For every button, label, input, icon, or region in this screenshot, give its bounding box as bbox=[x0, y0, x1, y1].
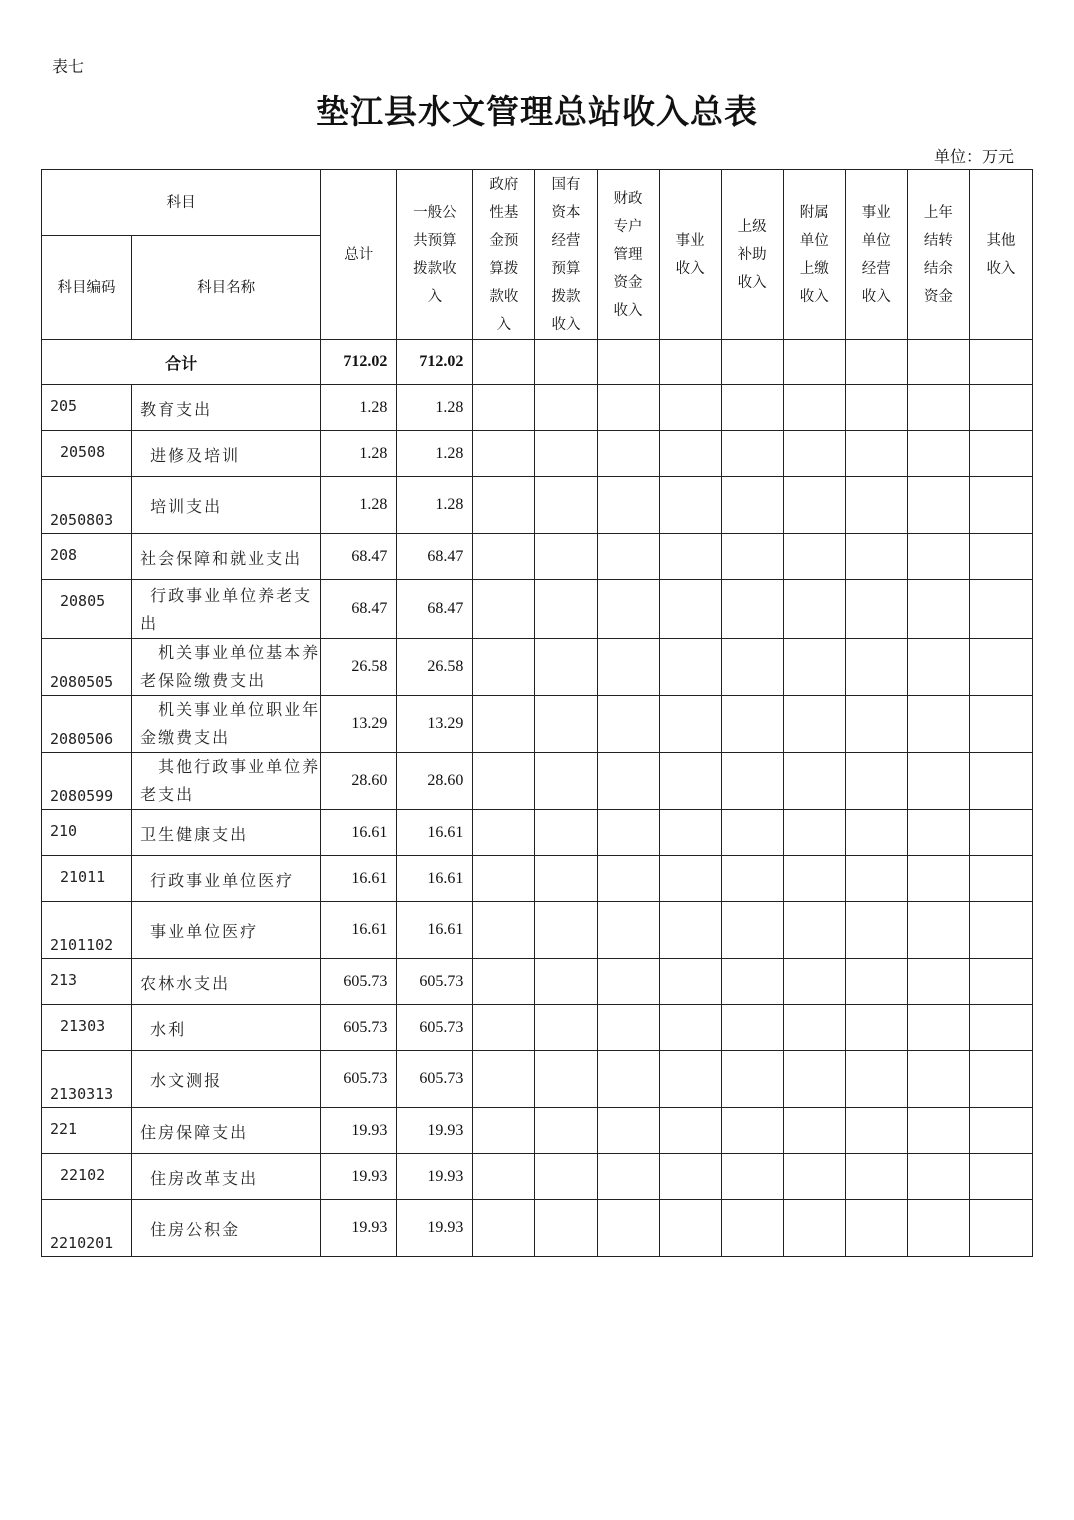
empty-cell bbox=[535, 696, 597, 753]
subject-code: 20508 bbox=[42, 431, 132, 477]
empty-cell bbox=[721, 477, 783, 534]
empty-cell bbox=[473, 1200, 535, 1257]
empty-cell bbox=[969, 959, 1032, 1005]
subject-code: 213 bbox=[42, 959, 132, 1005]
empty-cell bbox=[473, 1154, 535, 1200]
empty-cell bbox=[969, 534, 1032, 580]
empty-cell bbox=[597, 534, 659, 580]
empty-cell bbox=[535, 1005, 597, 1051]
total-amount: 16.61 bbox=[321, 902, 397, 959]
income-summary-table bbox=[41, 169, 1033, 1257]
empty-cell bbox=[597, 431, 659, 477]
subject-name: 其他行政事业单位养老支出 bbox=[132, 753, 321, 810]
subject-code: 2080506 bbox=[42, 696, 132, 753]
empty-cell bbox=[597, 1154, 659, 1200]
empty-cell bbox=[473, 431, 535, 477]
header-other-income: 其他 收入 bbox=[969, 170, 1032, 340]
empty-cell bbox=[845, 431, 907, 477]
empty-cell bbox=[969, 385, 1032, 431]
general-budget-amount: 28.60 bbox=[397, 753, 473, 810]
total-row bbox=[42, 340, 1033, 385]
empty-cell bbox=[597, 1108, 659, 1154]
subject-name: 行政事业单位医疗 bbox=[132, 856, 321, 902]
total-amount: 19.93 bbox=[321, 1200, 397, 1257]
empty-cell bbox=[535, 431, 597, 477]
subject-code: 2130313 bbox=[42, 1051, 132, 1108]
subject-name: 水文测报 bbox=[132, 1051, 321, 1108]
general-budget-amount: 605.73 bbox=[397, 959, 473, 1005]
empty-cell bbox=[721, 959, 783, 1005]
subject-code: 22102 bbox=[42, 1154, 132, 1200]
empty-cell bbox=[845, 1200, 907, 1257]
empty-cell bbox=[473, 902, 535, 959]
subject-name: 住房公积金 bbox=[132, 1200, 321, 1257]
general-budget-amount: 19.93 bbox=[397, 1200, 473, 1257]
total-amount: 13.29 bbox=[321, 696, 397, 753]
total-amount: 68.47 bbox=[321, 534, 397, 580]
empty-cell bbox=[845, 902, 907, 959]
empty-cell bbox=[659, 696, 721, 753]
table-row bbox=[42, 959, 1033, 1005]
empty-cell bbox=[473, 580, 535, 639]
subject-code: 21011 bbox=[42, 856, 132, 902]
empty-cell bbox=[783, 1108, 845, 1154]
header-superior-subsidy: 上级 补助 收入 bbox=[721, 170, 783, 340]
header-gov-fund: 政府 性基 金预 算拨 款收 入 bbox=[473, 170, 535, 340]
header-fiscal-special: 财政 专户 管理 资金 收入 bbox=[597, 170, 659, 340]
empty-cell bbox=[907, 639, 969, 696]
empty-cell bbox=[907, 1154, 969, 1200]
empty-cell bbox=[721, 753, 783, 810]
empty-cell bbox=[845, 810, 907, 856]
table-row bbox=[42, 1154, 1033, 1200]
total-amount: 1.28 bbox=[321, 431, 397, 477]
total-amount: 16.61 bbox=[321, 856, 397, 902]
empty-cell bbox=[845, 1005, 907, 1051]
empty-cell bbox=[535, 753, 597, 810]
header-subject-name: 科目名称 bbox=[132, 236, 321, 340]
total-amount: 605.73 bbox=[321, 1005, 397, 1051]
general-budget-amount: 1.28 bbox=[397, 385, 473, 431]
empty-cell bbox=[597, 1051, 659, 1108]
empty-cell bbox=[721, 810, 783, 856]
empty-cell bbox=[907, 477, 969, 534]
table-row bbox=[42, 810, 1033, 856]
empty-cell bbox=[907, 431, 969, 477]
subject-name: 机关事业单位职业年金缴费支出 bbox=[132, 696, 321, 753]
empty-cell bbox=[845, 696, 907, 753]
empty-cell bbox=[473, 856, 535, 902]
empty-cell bbox=[783, 1154, 845, 1200]
empty-cell bbox=[597, 753, 659, 810]
empty-cell bbox=[535, 477, 597, 534]
empty-cell bbox=[845, 1051, 907, 1108]
empty-cell bbox=[907, 1108, 969, 1154]
table-row bbox=[42, 1051, 1033, 1108]
empty-cell bbox=[597, 1200, 659, 1257]
empty-cell bbox=[597, 385, 659, 431]
empty-cell bbox=[597, 696, 659, 753]
table-row bbox=[42, 431, 1033, 477]
empty-cell bbox=[659, 1005, 721, 1051]
empty-cell bbox=[907, 753, 969, 810]
empty-cell bbox=[845, 477, 907, 534]
general-budget-amount: 16.61 bbox=[397, 856, 473, 902]
empty-cell bbox=[783, 477, 845, 534]
table-row bbox=[42, 1108, 1033, 1154]
empty-cell bbox=[969, 810, 1032, 856]
empty-cell bbox=[721, 1051, 783, 1108]
empty-cell bbox=[969, 431, 1032, 477]
header-general-budget: 一般公 共预算 拨款收 入 bbox=[397, 170, 473, 340]
empty-cell bbox=[535, 1051, 597, 1108]
empty-cell bbox=[473, 1051, 535, 1108]
empty-cell bbox=[969, 639, 1032, 696]
empty-cell bbox=[535, 902, 597, 959]
empty-cell bbox=[969, 1108, 1032, 1154]
empty-cell bbox=[535, 1200, 597, 1257]
subject-name: 水利 bbox=[132, 1005, 321, 1051]
subject-name: 住房保障支出 bbox=[132, 1108, 321, 1154]
empty-cell bbox=[597, 1005, 659, 1051]
general-budget-amount: 605.73 bbox=[397, 1005, 473, 1051]
empty-cell bbox=[907, 959, 969, 1005]
table-row bbox=[42, 477, 1033, 534]
empty-cell bbox=[845, 534, 907, 580]
general-budget-amount: 68.47 bbox=[397, 534, 473, 580]
header-subject-code: 科目编码 bbox=[42, 236, 132, 340]
total-amount: 68.47 bbox=[321, 580, 397, 639]
empty-cell bbox=[721, 431, 783, 477]
subject-name: 培训支出 bbox=[132, 477, 321, 534]
header-affiliate-income: 附属 单位 上缴 收入 bbox=[783, 170, 845, 340]
empty-cell bbox=[721, 1200, 783, 1257]
empty-cell bbox=[535, 1108, 597, 1154]
subject-name: 卫生健康支出 bbox=[132, 810, 321, 856]
empty-cell bbox=[597, 810, 659, 856]
empty-cell bbox=[845, 1154, 907, 1200]
empty-cell bbox=[845, 580, 907, 639]
empty-cell bbox=[783, 431, 845, 477]
subject-code: 205 bbox=[42, 385, 132, 431]
total-amount: 1.28 bbox=[321, 477, 397, 534]
table-row bbox=[42, 580, 1033, 639]
empty-cell bbox=[845, 385, 907, 431]
empty-cell bbox=[659, 1154, 721, 1200]
empty-cell bbox=[535, 639, 597, 696]
empty-cell bbox=[535, 1154, 597, 1200]
empty-cell bbox=[783, 385, 845, 431]
empty-cell bbox=[659, 856, 721, 902]
subject-code: 20805 bbox=[42, 580, 132, 639]
empty-cell bbox=[721, 1154, 783, 1200]
total-amount: 28.60 bbox=[321, 753, 397, 810]
subject-code: 2050803 bbox=[42, 477, 132, 534]
empty-cell bbox=[783, 580, 845, 639]
empty-cell bbox=[907, 810, 969, 856]
empty-cell bbox=[473, 1108, 535, 1154]
empty-cell bbox=[783, 696, 845, 753]
empty-cell bbox=[907, 385, 969, 431]
empty-cell bbox=[845, 639, 907, 696]
empty-cell bbox=[721, 1005, 783, 1051]
empty-cell bbox=[783, 1200, 845, 1257]
header-subject: 科目 bbox=[42, 170, 321, 236]
empty-cell bbox=[969, 1154, 1032, 1200]
empty-cell bbox=[597, 580, 659, 639]
empty-cell bbox=[473, 1005, 535, 1051]
total-amount: 712.02 bbox=[321, 340, 397, 385]
empty-cell bbox=[659, 639, 721, 696]
empty-cell bbox=[659, 477, 721, 534]
table-row bbox=[42, 696, 1033, 753]
empty-cell bbox=[969, 1005, 1032, 1051]
header-state-capital: 国有 资本 经营 预算 拨款 收入 bbox=[535, 170, 597, 340]
subject-code: 210 bbox=[42, 810, 132, 856]
empty-cell bbox=[473, 639, 535, 696]
empty-cell bbox=[783, 810, 845, 856]
total-amount: 605.73 bbox=[321, 959, 397, 1005]
empty-cell bbox=[473, 385, 535, 431]
total-amount: 605.73 bbox=[321, 1051, 397, 1108]
subject-code: 221 bbox=[42, 1108, 132, 1154]
empty-cell bbox=[845, 959, 907, 1005]
empty-cell bbox=[659, 753, 721, 810]
general-budget-amount: 16.61 bbox=[397, 902, 473, 959]
empty-cell bbox=[535, 959, 597, 1005]
empty-cell bbox=[473, 810, 535, 856]
empty-cell bbox=[473, 696, 535, 753]
general-budget-amount: 19.93 bbox=[397, 1108, 473, 1154]
empty-cell bbox=[969, 1051, 1032, 1108]
header-operation-income: 事业 单位 经营 收入 bbox=[845, 170, 907, 340]
empty-cell bbox=[659, 580, 721, 639]
table-row bbox=[42, 1005, 1033, 1051]
total-amount: 19.93 bbox=[321, 1154, 397, 1200]
empty-cell bbox=[535, 580, 597, 639]
empty-cell bbox=[473, 534, 535, 580]
empty-cell bbox=[535, 534, 597, 580]
empty-cell bbox=[721, 639, 783, 696]
empty-cell bbox=[597, 639, 659, 696]
subject-name: 事业单位医疗 bbox=[132, 902, 321, 959]
empty-cell bbox=[535, 856, 597, 902]
empty-cell bbox=[907, 580, 969, 639]
empty-cell bbox=[535, 810, 597, 856]
empty-cell bbox=[907, 856, 969, 902]
empty-cell bbox=[783, 856, 845, 902]
table-row bbox=[42, 639, 1033, 696]
empty-cell bbox=[659, 1051, 721, 1108]
total-amount: 26.58 bbox=[321, 639, 397, 696]
total-general-budget: 712.02 bbox=[397, 340, 473, 385]
empty-cell bbox=[597, 477, 659, 534]
table-row bbox=[42, 856, 1033, 902]
table-row bbox=[42, 1200, 1033, 1257]
empty-cell bbox=[783, 1005, 845, 1051]
empty-cell bbox=[659, 385, 721, 431]
empty-cell bbox=[473, 477, 535, 534]
empty-cell bbox=[907, 1051, 969, 1108]
empty-cell bbox=[907, 534, 969, 580]
empty-cell bbox=[969, 902, 1032, 959]
empty-cell bbox=[783, 534, 845, 580]
empty-cell bbox=[659, 1200, 721, 1257]
general-budget-amount: 68.47 bbox=[397, 580, 473, 639]
empty-cell bbox=[783, 1051, 845, 1108]
total-amount: 19.93 bbox=[321, 1108, 397, 1154]
empty-cell bbox=[721, 385, 783, 431]
empty-cell bbox=[907, 1005, 969, 1051]
empty-cell bbox=[783, 959, 845, 1005]
empty-cell bbox=[907, 696, 969, 753]
empty-cell bbox=[659, 534, 721, 580]
header-business-income: 事业 收入 bbox=[659, 170, 721, 340]
empty-cell bbox=[473, 959, 535, 1005]
empty-cell bbox=[721, 902, 783, 959]
empty-cell bbox=[659, 1108, 721, 1154]
general-budget-amount: 19.93 bbox=[397, 1154, 473, 1200]
empty-cell bbox=[597, 902, 659, 959]
total-amount: 16.61 bbox=[321, 810, 397, 856]
empty-cell bbox=[969, 753, 1032, 810]
total-amount: 1.28 bbox=[321, 385, 397, 431]
table-row bbox=[42, 534, 1033, 580]
empty-cell bbox=[969, 856, 1032, 902]
empty-cell bbox=[535, 385, 597, 431]
table-number-label: 表七 bbox=[52, 57, 85, 76]
table-row bbox=[42, 753, 1033, 810]
general-budget-amount: 26.58 bbox=[397, 639, 473, 696]
empty-cell bbox=[721, 1108, 783, 1154]
header-carryover: 上年 结转 结余 资金 bbox=[907, 170, 969, 340]
empty-cell bbox=[907, 1200, 969, 1257]
empty-cell bbox=[597, 856, 659, 902]
empty-cell bbox=[969, 696, 1032, 753]
general-budget-amount: 605.73 bbox=[397, 1051, 473, 1108]
general-budget-amount: 1.28 bbox=[397, 431, 473, 477]
table-row bbox=[42, 385, 1033, 431]
subject-name: 行政事业单位养老支出 bbox=[132, 580, 321, 639]
subject-code: 2080505 bbox=[42, 639, 132, 696]
subject-name: 住房改革支出 bbox=[132, 1154, 321, 1200]
table-row bbox=[42, 902, 1033, 959]
subject-code: 2210201 bbox=[42, 1200, 132, 1257]
empty-cell bbox=[969, 477, 1032, 534]
subject-code: 2080599 bbox=[42, 753, 132, 810]
empty-cell bbox=[721, 856, 783, 902]
empty-cell bbox=[659, 810, 721, 856]
empty-cell bbox=[721, 696, 783, 753]
empty-cell bbox=[659, 902, 721, 959]
subject-code: 2101102 bbox=[42, 902, 132, 959]
empty-cell bbox=[597, 959, 659, 1005]
empty-cell bbox=[721, 534, 783, 580]
empty-cell bbox=[659, 959, 721, 1005]
empty-cell bbox=[969, 580, 1032, 639]
empty-cell bbox=[783, 902, 845, 959]
empty-cell bbox=[783, 753, 845, 810]
empty-cell bbox=[845, 753, 907, 810]
empty-cell bbox=[845, 1108, 907, 1154]
subject-code: 21303 bbox=[42, 1005, 132, 1051]
subject-name: 社会保障和就业支出 bbox=[132, 534, 321, 580]
general-budget-amount: 1.28 bbox=[397, 477, 473, 534]
subject-name: 机关事业单位基本养老保险缴费支出 bbox=[132, 639, 321, 696]
empty-cell bbox=[721, 580, 783, 639]
header-total: 总计 bbox=[321, 170, 397, 340]
empty-cell bbox=[473, 753, 535, 810]
subject-name: 教育支出 bbox=[132, 385, 321, 431]
empty-cell bbox=[659, 431, 721, 477]
general-budget-amount: 16.61 bbox=[397, 810, 473, 856]
subject-name: 进修及培训 bbox=[132, 431, 321, 477]
subject-name: 农林水支出 bbox=[132, 959, 321, 1005]
empty-cell bbox=[907, 902, 969, 959]
unit-label: 单位：万元 bbox=[933, 147, 1014, 166]
general-budget-amount: 13.29 bbox=[397, 696, 473, 753]
empty-cell bbox=[969, 1200, 1032, 1257]
empty-cell bbox=[783, 639, 845, 696]
page-title: 垫江县水文管理总站收入总表 bbox=[316, 92, 758, 131]
empty-cell bbox=[845, 856, 907, 902]
subject-code: 208 bbox=[42, 534, 132, 580]
total-label: 合计 bbox=[42, 340, 321, 385]
